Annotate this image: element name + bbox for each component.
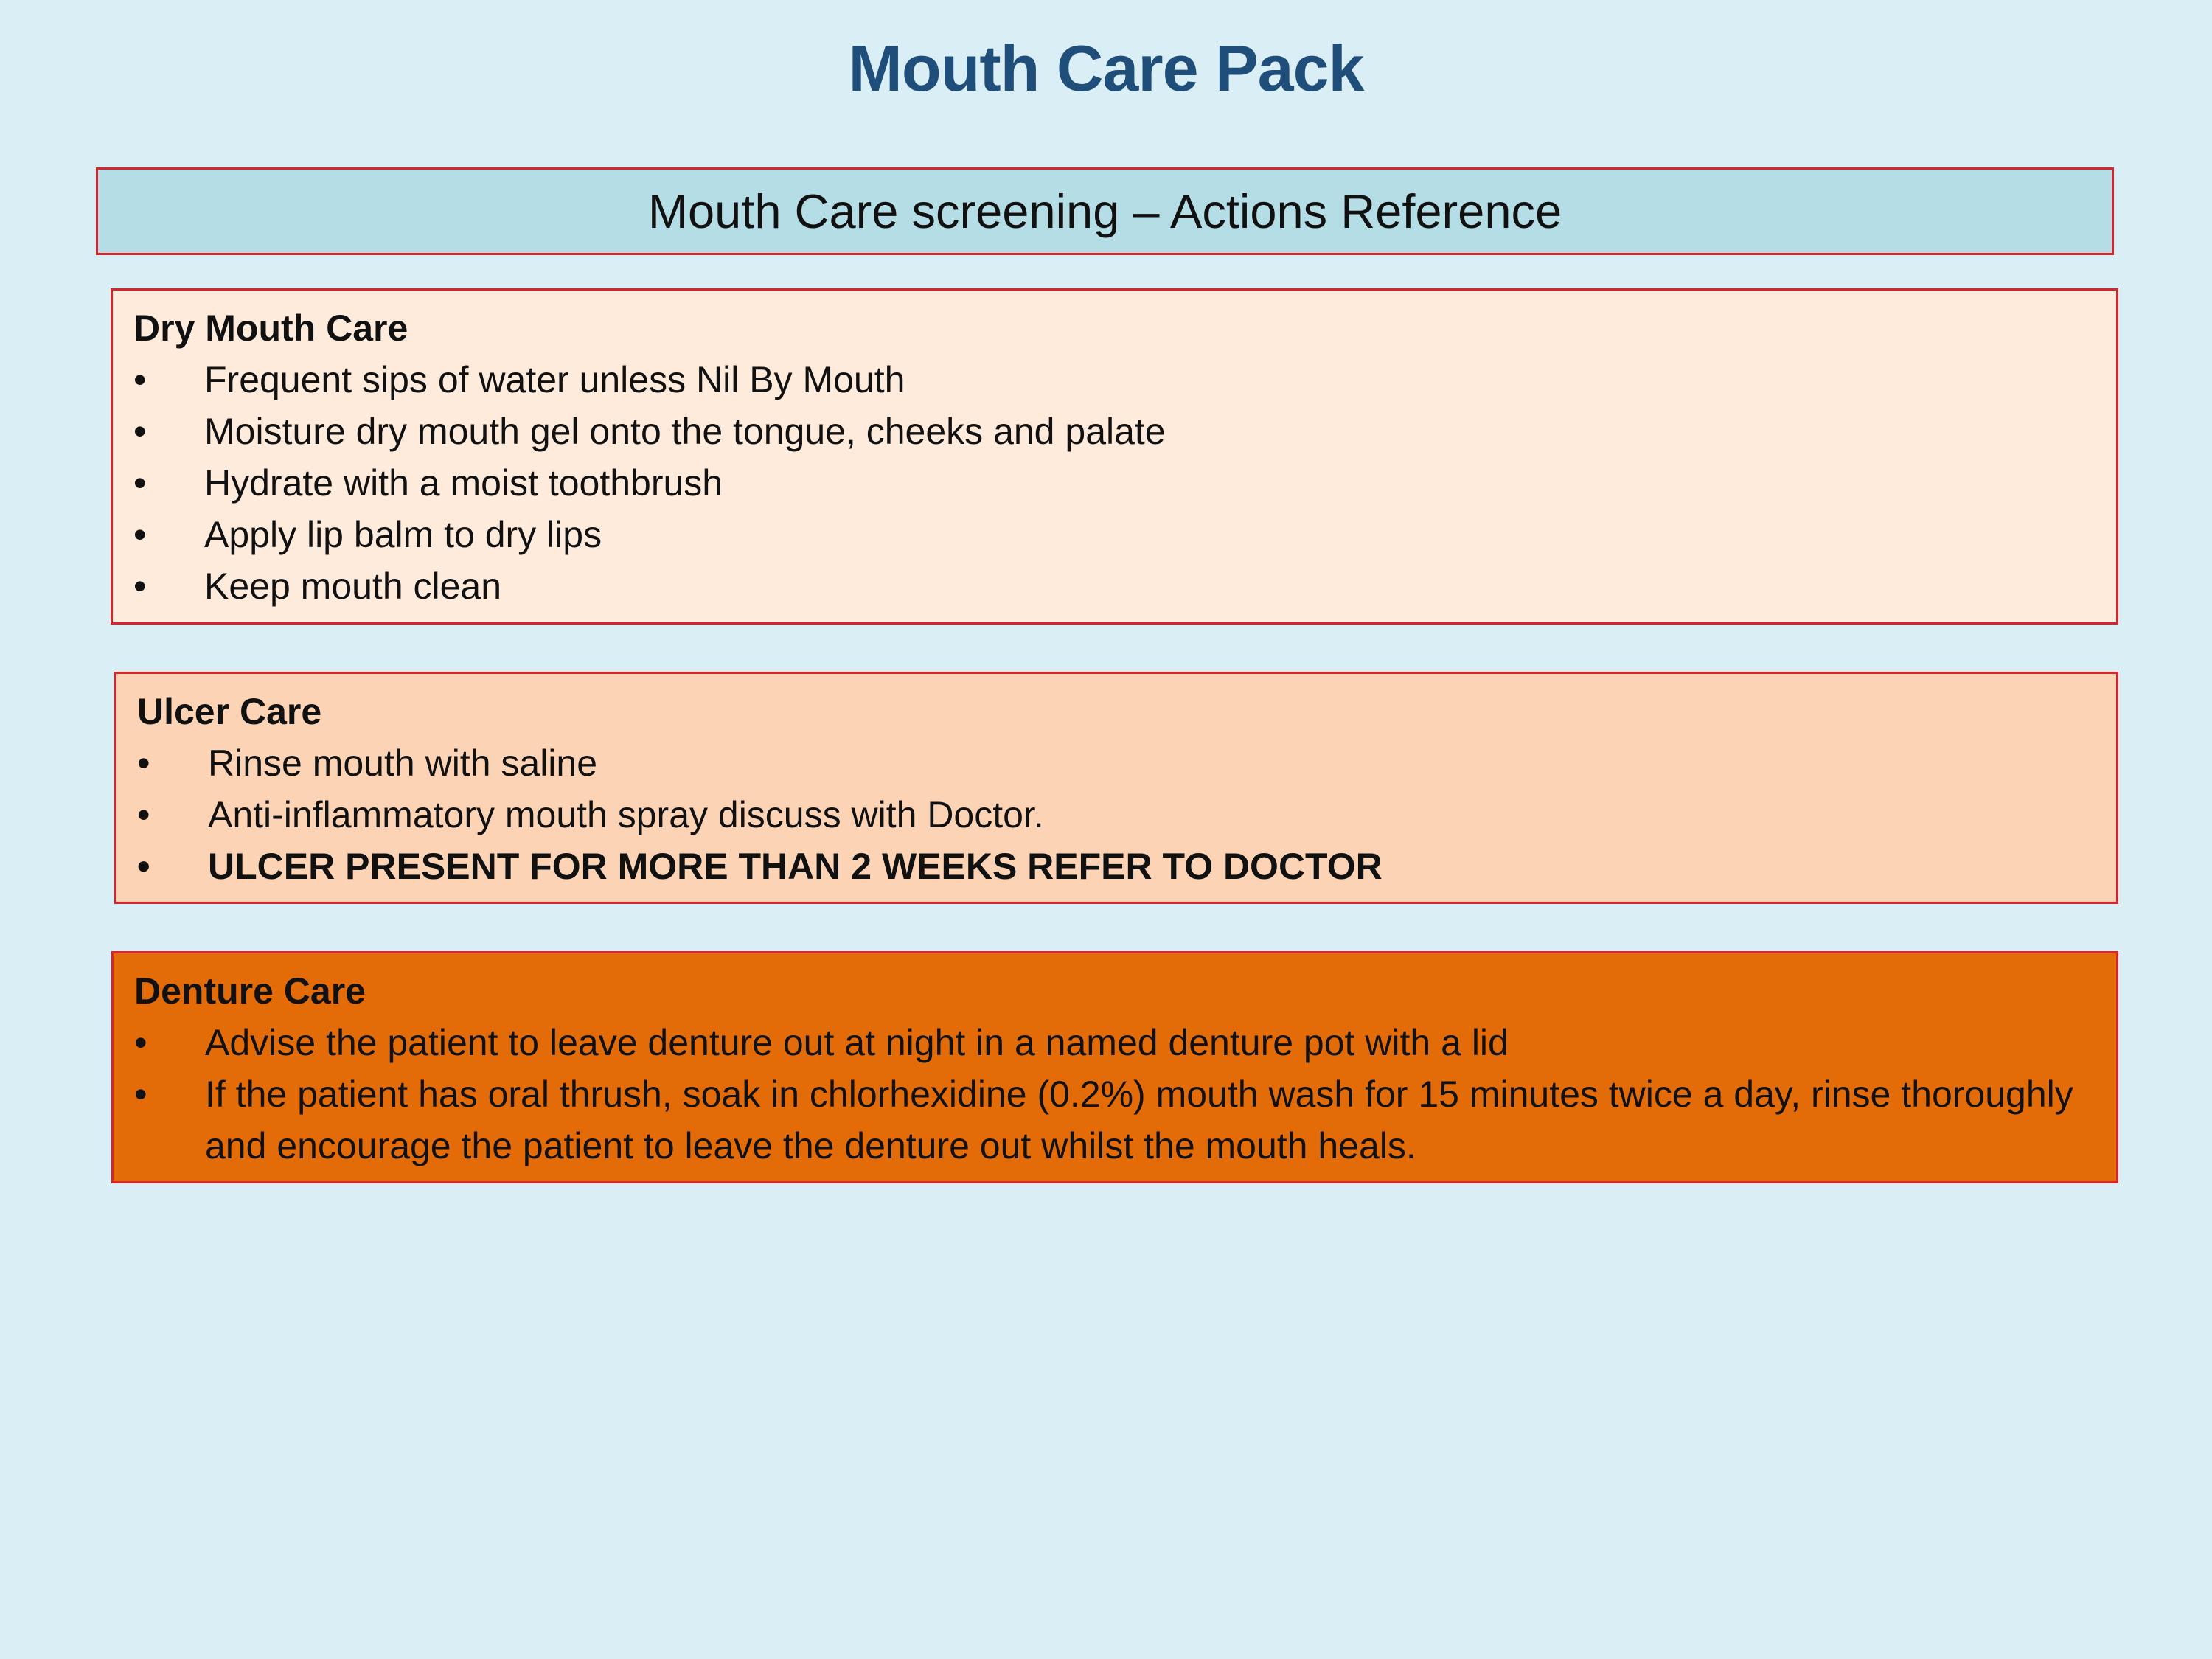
- bullet-icon: •: [133, 359, 147, 400]
- list-item-text: Apply lip balm to dry lips: [204, 514, 602, 555]
- denture-care-panel: [111, 951, 2118, 1183]
- section-title: Denture Care: [134, 970, 366, 1012]
- list-item-text: Anti-inflammatory mouth spray discuss with Doctor.: [208, 794, 1044, 835]
- ulcer-care-panel: [114, 672, 2118, 904]
- bullet-icon: •: [133, 411, 147, 452]
- list-item: [133, 509, 2096, 560]
- screening-banner: [96, 167, 2114, 255]
- referral-warning-item: [137, 841, 2096, 892]
- list-item-text: ULCER PRESENT FOR MORE THAN 2 WEEKS REFER TO DOCTOR: [208, 846, 1382, 887]
- list-item-text: Advise the patient to leave denture out at night in a named denture pot with a lid: [205, 1022, 1509, 1063]
- list-item-text: Moisture dry mouth gel onto the tongue, cheeks and palate: [204, 411, 1166, 452]
- bullet-icon: •: [133, 514, 147, 555]
- bullet-icon: •: [137, 794, 150, 835]
- list-item: [134, 1017, 2096, 1068]
- list-item: [133, 457, 2096, 509]
- list-item: [137, 789, 2096, 841]
- bullet-icon: •: [137, 846, 150, 887]
- list-item-text: If the patient has oral thrush, soak in chlorhexidine (0.2%) mouth wash for 15 minutes twice a day, rinse thoroughly and encourage the patient to leave the denture out whilst the mouth heals.: [205, 1074, 2073, 1166]
- list-item-text: Frequent sips of water unless Nil By Mouth: [204, 359, 905, 400]
- ulcer-care-list: [137, 737, 2096, 892]
- list-item: [137, 737, 2096, 789]
- list-item: [134, 1068, 2096, 1172]
- list-item: [133, 560, 2096, 612]
- bullet-icon: •: [134, 1022, 147, 1063]
- dry-mouth-care-panel: [111, 288, 2118, 625]
- bullet-icon: •: [137, 742, 150, 784]
- list-item-text: Rinse mouth with saline: [208, 742, 598, 784]
- banner-title: Mouth Care screening – Actions Reference: [647, 184, 1562, 238]
- bullet-icon: •: [133, 566, 147, 607]
- list-item-text: Hydrate with a moist toothbrush: [204, 462, 723, 504]
- dry-mouth-care-list: [133, 354, 2096, 612]
- page-title: Mouth Care Pack: [848, 32, 1364, 105]
- section-title: Dry Mouth Care: [133, 307, 408, 349]
- bullet-icon: •: [133, 462, 147, 504]
- list-item: [133, 406, 2096, 457]
- list-item-text: Keep mouth clean: [204, 566, 502, 607]
- list-item: [133, 354, 2096, 406]
- section-title: Ulcer Care: [137, 691, 322, 732]
- denture-care-list: [134, 1017, 2096, 1172]
- bullet-icon: •: [134, 1074, 147, 1115]
